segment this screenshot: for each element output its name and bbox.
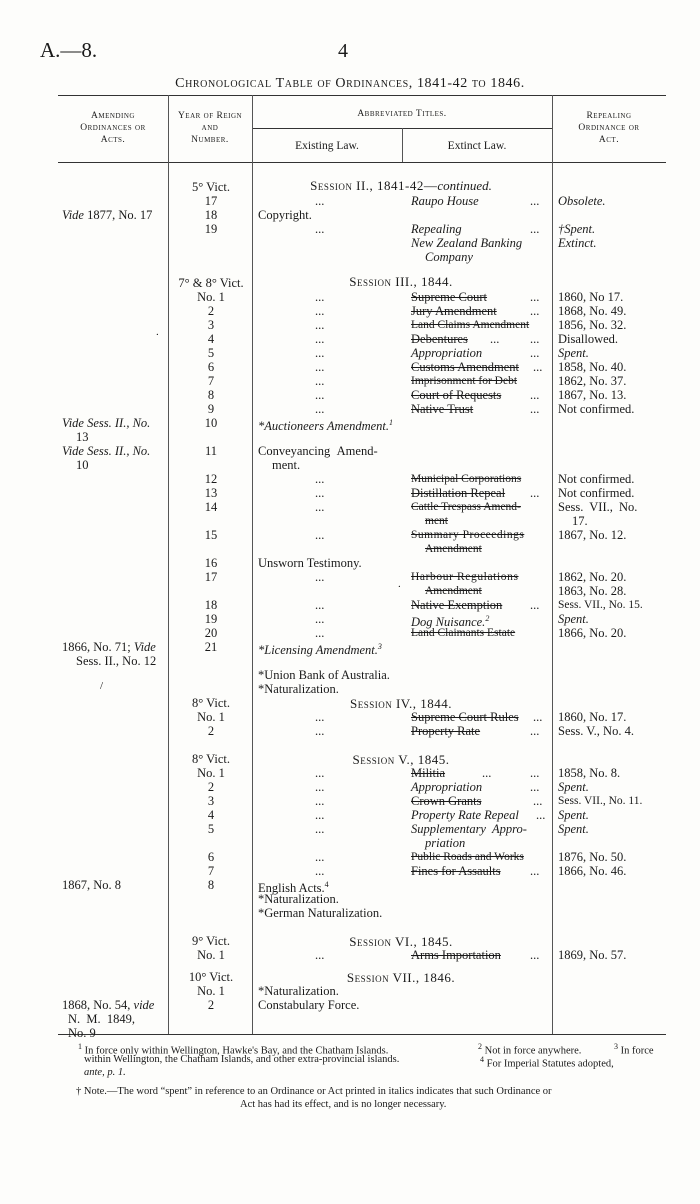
repealing-act: 1867, No. 13.: [558, 388, 627, 402]
leader-dots: ...: [315, 222, 325, 236]
extinct-title: Crown Grants: [411, 794, 482, 808]
spent-note: † Note.—The word “spent” in reference to an Ordinance or Act printed in italics indicates that such Ordinance or: [76, 1086, 552, 1097]
ordinance-number: 11: [204, 444, 218, 458]
leader-dots: ...: [315, 766, 325, 780]
leader-dots: ...: [530, 304, 540, 318]
extinct-title: Appropriation: [411, 346, 483, 360]
existing-title: Constabulary Force.: [258, 998, 360, 1012]
reign-year: 8° Vict.: [191, 752, 231, 766]
extinct-title-cont: Amendment: [425, 543, 482, 555]
extinct-title: Harbour Regulations: [411, 571, 519, 583]
ordinance-number: 2: [207, 780, 215, 794]
repealing-act: 1860, No 17.: [558, 290, 624, 304]
ordinance-number: No. 1: [197, 984, 225, 998]
session-label: Session VI., 1845.: [349, 934, 453, 949]
ordinance-number: No. 1: [197, 766, 225, 780]
repealing-act: 1856, No. 32.: [558, 318, 627, 332]
extinct-title-cont: Amendment: [425, 585, 482, 597]
footnote-text: In force: [620, 1045, 654, 1057]
leader-dots: ...: [530, 222, 540, 236]
repealing-act: Not confirmed.: [558, 486, 635, 500]
existing-title: *German Naturalization.: [258, 906, 383, 920]
extinct-title: Native Trust: [411, 402, 474, 416]
repealing-act: Sess. VII., No. 11.: [558, 795, 643, 807]
extinct-title: Court of Requests: [411, 388, 502, 402]
session-label: Session V., 1845.: [352, 752, 450, 767]
extinct-title: Municipal Corporations: [411, 473, 522, 485]
extinct-title: Summary Proceedings: [411, 529, 525, 541]
reign-year: 7° & 8° Vict.: [178, 276, 244, 290]
leader-dots: ...: [530, 346, 540, 360]
leader-dots: ...: [482, 766, 492, 780]
leader-dots: ...: [315, 822, 325, 836]
leader-dots: ...: [315, 864, 325, 878]
header-year-line: and: [201, 123, 219, 133]
leader-dots: ...: [315, 570, 325, 584]
amending-act: 1868, No. 54, vide: [62, 998, 155, 1012]
amending-act-cont: No. 9: [68, 1026, 96, 1040]
stray-mark: .: [156, 326, 159, 338]
repealing-act: Extinct.: [558, 236, 597, 250]
leader-dots: ...: [315, 724, 325, 738]
leader-dots: ...: [530, 780, 540, 794]
leader-dots: ...: [530, 948, 540, 962]
ordinance-number: 18: [204, 598, 218, 612]
leader-dots: ...: [315, 194, 325, 208]
leader-dots: ...: [315, 612, 325, 626]
header-amending-line: Amending: [91, 111, 135, 121]
repealing-act: Not confirmed.: [558, 402, 635, 416]
extinct-title: Appropriation: [411, 780, 483, 794]
page-reference: A.—8.: [40, 38, 98, 62]
extinct-title: Customs Amendment: [411, 360, 519, 374]
repealing-act: Obsolete.: [558, 194, 606, 208]
extinct-title-cont: priation: [425, 836, 466, 850]
repealing-act: Sess. VII., No.: [558, 500, 638, 514]
leader-dots: ...: [315, 486, 325, 500]
leader-dots: ...: [315, 472, 325, 486]
ordinance-number: 8: [207, 388, 215, 402]
ordinance-number: 14: [204, 500, 218, 514]
header-year-line: Year of Reign: [177, 111, 243, 121]
leader-dots: ...: [315, 626, 325, 640]
session-label: Session VII., 1846.: [346, 970, 456, 985]
extinct-title: Jury Amendment: [411, 304, 497, 318]
leader-dots: ...: [530, 402, 540, 416]
ordinance-number: 18: [204, 208, 218, 222]
extinct-title: Cattle Trespass Amend-: [411, 501, 521, 513]
repealing-act: 1862, No. 20.: [558, 570, 627, 584]
amending-act-cont: 13: [76, 430, 89, 444]
amending-act: 1866, No. 71; Vide: [62, 640, 156, 654]
extinct-title: Supreme Court Rules: [411, 710, 519, 724]
repealing-act: 1860, No. 17.: [558, 710, 627, 724]
leader-dots: ...: [315, 290, 325, 304]
repealing-act: †Spent.: [558, 222, 596, 236]
session-heading: [250, 274, 552, 290]
extinct-title-text: Dog Nuisance.: [411, 615, 486, 630]
repealing-act: Spent.: [558, 822, 589, 836]
ordinance-number: 10: [204, 416, 218, 430]
footnote-text: Not in force anywhere.: [484, 1045, 582, 1057]
header-year: [168, 110, 252, 146]
repealing-act: 1858, No. 8.: [558, 766, 621, 780]
extinct-title: Militia: [411, 766, 446, 780]
repealing-act: 1862, No. 37.: [558, 374, 627, 388]
leader-dots: ...: [530, 864, 540, 878]
ordinance-number: 2: [207, 998, 215, 1012]
ordinance-number: 2: [207, 724, 215, 738]
leader-dots: ...: [315, 500, 325, 514]
ordinance-number: 17: [204, 194, 218, 208]
ordinance-number: 5: [207, 822, 215, 836]
amending-act-cont: 10: [76, 458, 89, 472]
repealing-act: 1868, No. 49.: [558, 304, 627, 318]
footnote-3: $^3$ In force: [614, 1042, 654, 1057]
ordinance-number: 3: [207, 318, 215, 332]
ordinance-number: 6: [207, 360, 215, 374]
extinct-title-cont: ment: [425, 515, 448, 527]
leader-dots: ...: [315, 794, 325, 808]
leader-dots: ...: [315, 304, 325, 318]
extinct-title: Debentures: [411, 332, 468, 346]
session-heading: [250, 934, 552, 950]
existing-title: Copyright.: [258, 208, 312, 222]
ordinance-number: 6: [207, 850, 215, 864]
leader-dots: ...: [530, 486, 540, 500]
leader-dots: ...: [530, 332, 540, 346]
existing-title: [258, 416, 393, 433]
extinct-title: Supplementary Appro-: [411, 822, 527, 836]
reign-year: 5° Vict.: [191, 180, 231, 194]
table-top-rule: [58, 95, 666, 96]
extinct-title: Distillation Repeal: [411, 486, 506, 500]
col-divider-1: [168, 95, 169, 1034]
ordinance-number: 8: [207, 878, 215, 892]
footnote-3-cont: within Wellington, the Chatham Islands, and other extra-provincial islands.: [84, 1054, 400, 1065]
table-title: Chronological Table of Ordinances, 1841-42 to 1846.: [175, 76, 525, 91]
reign-year: 9° Vict.: [191, 934, 231, 948]
ordinance-number: 9: [207, 402, 215, 416]
leader-dots: ...: [315, 850, 325, 864]
existing-title: *Naturalization.: [258, 984, 339, 998]
leader-dots: ...: [315, 388, 325, 402]
session-heading: [250, 752, 552, 768]
ordinance-number: 20: [204, 626, 218, 640]
repealing-act: 1867, No. 12.: [558, 528, 627, 542]
repealing-act: Spent.: [558, 780, 589, 794]
existing-title: *Union Bank of Australia.: [258, 668, 390, 682]
reign-year: 10° Vict.: [188, 970, 234, 984]
leader-dots: ...: [533, 710, 543, 724]
extinct-title: Fines for Assaults: [411, 864, 501, 878]
repealing-act: 1863, No. 28.: [558, 584, 627, 598]
ordinance-number: 12: [204, 472, 218, 486]
footnote-marker: 2: [485, 614, 490, 623]
session-heading: [250, 178, 552, 194]
existing-title-text: English Acts.: [258, 881, 325, 896]
ordinance-number: 4: [207, 808, 215, 822]
header-repealing-line: Repealing: [586, 111, 632, 121]
existing-title: Unsworn Testimony.: [258, 556, 362, 570]
ordinance-number: 13: [204, 486, 218, 500]
existing-title: Conveyancing Amend-: [258, 444, 378, 458]
leader-dots: ...: [530, 598, 540, 612]
repealing-act: 1858, No. 40.: [558, 360, 627, 374]
leader-dots: ...: [490, 332, 500, 346]
repealing-act: Spent.: [558, 346, 589, 360]
header-bottom-rule: [58, 162, 666, 163]
leader-dots: ...: [315, 374, 325, 388]
leader-dots: ...: [536, 808, 546, 822]
leader-dots: ...: [315, 318, 325, 332]
ordinance-number: 7: [207, 374, 215, 388]
extinct-title: Land Claimants Estate: [411, 627, 516, 639]
extinct-title: Raupo House: [411, 194, 479, 208]
extinct-title: Company: [425, 250, 473, 264]
leader-dots: ...: [315, 808, 325, 822]
header-extinct-law: Extinct Law.: [447, 140, 507, 152]
col-divider-4: [552, 95, 553, 1034]
footnote-marker: 1: [389, 418, 393, 427]
leader-dots: ...: [315, 780, 325, 794]
ordinance-number: 15: [204, 528, 218, 542]
header-amending-line: Ordinances or: [80, 123, 146, 133]
ordinance-number: No. 1: [197, 948, 225, 962]
repealing-act: Disallowed.: [558, 332, 619, 346]
leader-dots: ...: [315, 402, 325, 416]
repealing-act-cont: 17.: [572, 514, 588, 528]
extinct-title: Property Rate: [411, 724, 481, 738]
footnote-1: $^1$ In force only within Wellington, Hawke's Bay, and the Chatham Islands.: [78, 1042, 389, 1057]
session-label: Session II., 1841-42—: [310, 178, 438, 193]
amending-act: Vide Sess. II., No.: [62, 444, 151, 458]
header-amending-line: Acts.: [100, 135, 126, 145]
ordinance-number: 16: [204, 556, 218, 570]
extinct-title: New Zealand Banking: [411, 236, 523, 250]
ordinance-number: 21: [204, 640, 218, 654]
leader-dots: ...: [315, 346, 325, 360]
leader-dots: ...: [315, 710, 325, 724]
stray-mark: /: [100, 680, 104, 692]
footnote-marker: 3: [377, 642, 382, 651]
session-label: Session IV., 1844.: [349, 696, 453, 711]
extinct-title: Native Exemption: [411, 598, 503, 612]
header-repealing: [552, 110, 666, 146]
header-year-line: Number.: [191, 135, 229, 145]
ordinance-number: 19: [204, 222, 218, 236]
ordinance-number: 4: [207, 332, 215, 346]
repealing-act: 1876, No. 50.: [558, 850, 627, 864]
footnote-marker: 4: [324, 880, 329, 889]
repealing-act: 1866, No. 46.: [558, 864, 627, 878]
ordinance-number: 7: [207, 864, 215, 878]
existing-title-text: *Auctioneers Amendment.: [258, 419, 389, 434]
repealing-act: Sess. V., No. 4.: [558, 724, 634, 738]
ordinance-number: No. 1: [197, 290, 225, 304]
header-existing-law: Existing Law.: [295, 140, 359, 152]
footnote-4-cont: ante, p. 1.: [84, 1067, 126, 1078]
header-repealing-line: Act.: [598, 135, 620, 145]
ordinance-number: 19: [204, 612, 218, 626]
repealing-act: Sess. VII., No. 15.: [558, 599, 643, 611]
existing-title: [258, 640, 382, 657]
leader-dots: ...: [530, 388, 540, 402]
ordinance-number: 2: [207, 304, 215, 318]
extinct-title: Public Roads and Works: [411, 851, 524, 863]
extinct-title: Property Rate Repeal: [411, 808, 519, 822]
stray-mark: .: [398, 578, 401, 590]
extinct-title: Supreme Court: [411, 290, 488, 304]
footnote-4: $^4$ For Imperial Statutes adopted,: [480, 1055, 614, 1070]
leader-dots: ...: [533, 360, 543, 374]
repealing-act: 1869, No. 57.: [558, 948, 627, 962]
leader-dots: ...: [530, 766, 540, 780]
repealing-act: Spent.: [558, 612, 589, 626]
footnote-text: In force only within Wellington, Hawke's Bay, and the Chatham Islands.: [84, 1045, 389, 1057]
amending-act-cont: N. M. 1849,: [68, 1012, 136, 1026]
table-bottom-rule: [58, 1034, 666, 1035]
ordinance-number: 5: [207, 346, 215, 360]
existing-title-text: *Licensing Amendment.: [258, 643, 378, 658]
leader-dots: ...: [533, 794, 543, 808]
page-number: 4: [338, 40, 348, 62]
amending-act: 1867, No. 8: [62, 878, 122, 892]
extinct-title: Repealing: [411, 222, 462, 236]
amending-act: Vide 1877, No. 17: [62, 208, 153, 222]
header-repealing-line: Ordinance or: [578, 123, 640, 133]
leader-dots: ...: [315, 948, 325, 962]
extinct-title: Arms Importation: [411, 948, 501, 962]
leader-dots: ...: [530, 194, 540, 208]
repealing-act: 1866, No. 20.: [558, 626, 627, 640]
leader-dots: ...: [315, 528, 325, 542]
ordinance-number: 3: [207, 794, 215, 808]
leader-dots: ...: [530, 290, 540, 304]
amending-act: Vide Sess. II., No.: [62, 416, 151, 430]
leader-dots: ...: [315, 360, 325, 374]
ordinance-number: 17: [204, 570, 218, 584]
footnote-2: $^2$ Not in force anywhere.: [478, 1042, 582, 1057]
extinct-title: Land Claims Amendment: [411, 319, 530, 331]
header-amending: [58, 110, 168, 146]
extinct-title: Imprisonment for Debt: [411, 375, 518, 387]
session-continued: continued.: [437, 178, 492, 193]
footnote-text: For Imperial Statutes adopted,: [486, 1058, 614, 1070]
repealing-act: Not confirmed.: [558, 472, 635, 486]
repealing-act: Spent.: [558, 808, 589, 822]
session-label: Session III., 1844.: [349, 274, 453, 289]
leader-dots: ...: [530, 724, 540, 738]
header-abbreviated-titles: Abbreviated Titles.: [357, 109, 447, 119]
spent-note-cont: Act has had its effect, and is no longer necessary.: [240, 1099, 447, 1110]
existing-title-cont: ment.: [272, 458, 301, 472]
col-divider-2: [252, 95, 253, 1034]
existing-title: *Naturalization.: [258, 892, 339, 906]
existing-title: *Naturalization.: [258, 682, 339, 696]
ordinance-number: No. 1: [197, 710, 225, 724]
reign-year: 8° Vict.: [191, 696, 231, 710]
amending-act-cont: Sess. II., No. 12: [76, 654, 157, 668]
leader-dots: ...: [315, 332, 325, 346]
leader-dots: ...: [315, 598, 325, 612]
